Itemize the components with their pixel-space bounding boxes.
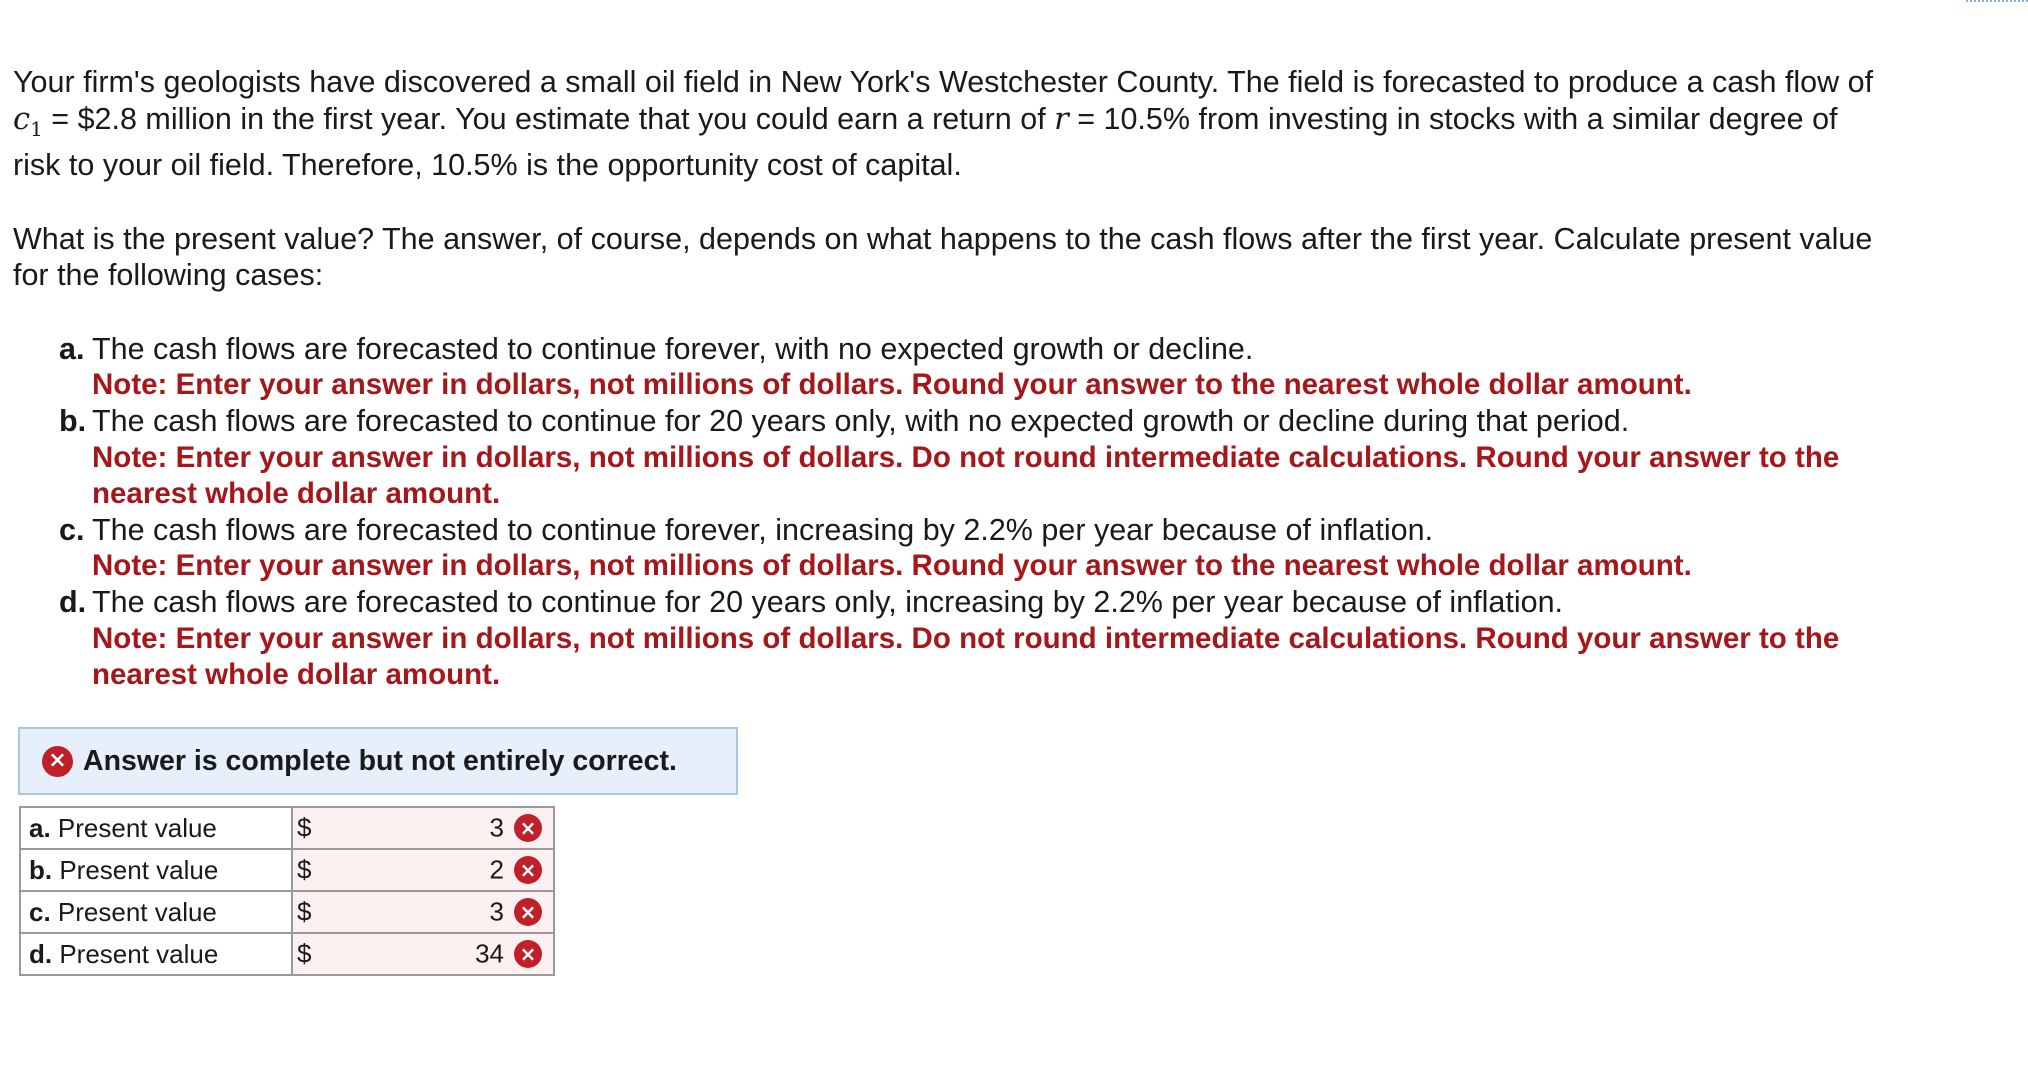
case-note: Note: Enter your answer in dollars, not millions of dollars. Do not round intermediate calculations. Round your answer to the nearest whole dollar amount.	[92, 440, 1840, 510]
answer-label-text: Present value	[52, 854, 219, 885]
x-circle-icon: ×	[42, 746, 73, 777]
case-text: The cash flows are forecasted to continue for 20 years only, with no expected growth or decline during that period.	[92, 404, 1630, 438]
problem-question: What is the present value? The answer, of course, depends on what happens to the cash flows after the first year. Calculate present value for the following cases:	[13, 221, 1873, 292]
case-text: The cash flows are forecasted to continue forever, increasing by 2.2% per year because of inflation.	[92, 512, 1434, 547]
result-banner	[18, 727, 738, 795]
incorrect-x-icon: ×	[514, 856, 542, 884]
intro-text-1: Your firm's geologists have discovered a small oil field in New York's Westchester County. The field is forecasted to produce a cash flow of	[13, 65, 1874, 99]
incorrect-x-icon: ×	[514, 940, 542, 968]
intro-text-3: = 10.5% from investing in stocks with a similar degree of risk to your oil field. Therefore, 10.5% is the opportunity cost of capital.	[13, 101, 1838, 182]
answer-input-d[interactable]	[292, 933, 554, 975]
answer-input-a[interactable]	[292, 807, 554, 849]
case-note: Note: Enter your answer in dollars, not millions of dollars. Round your answer to the nearest whole dollar amount.	[92, 368, 1692, 401]
answer-row-d	[20, 933, 554, 975]
case-text: The cash flows are forecasted to continue forever, with no expected growth or decline.	[92, 331, 1254, 366]
corner-dotted-rule	[1966, 0, 2028, 2]
problem-intro	[13, 64, 1893, 184]
incorrect-x-icon: ×	[514, 898, 542, 926]
dollar-sign: $	[297, 812, 312, 843]
answer-letter: c.	[29, 896, 51, 927]
answer-letter: a.	[29, 812, 51, 843]
answer-row-c	[20, 891, 554, 933]
cash-flow-symbol	[13, 101, 43, 141]
c-symbol: c	[13, 101, 31, 137]
answer-value: 34	[475, 938, 504, 969]
answer-value: 3	[489, 812, 504, 843]
answer-input-b[interactable]	[292, 849, 554, 891]
incorrect-x-icon: ×	[514, 814, 542, 842]
answer-value: 3	[489, 896, 504, 927]
dollar-sign: $	[297, 854, 312, 885]
case-letter: a.	[59, 331, 85, 366]
dollar-sign: $	[297, 896, 312, 927]
case-note: Note: Enter your answer in dollars, not millions of dollars. Round your answer to the nearest whole dollar amount.	[92, 549, 1692, 582]
answer-value: 2	[489, 854, 504, 885]
answer-row-a	[20, 807, 554, 849]
case-item-b	[59, 403, 1893, 512]
answer-input-c[interactable]	[292, 891, 554, 933]
answer-label-text: Present value	[50, 812, 217, 843]
answer-label	[20, 849, 292, 891]
case-note: Note: Enter your answer in dollars, not millions of dollars. Do not round intermediate calculations. Round your answer to the nearest whole dollar amount.	[92, 621, 1840, 691]
case-letter: c.	[59, 512, 85, 547]
answer-label-text: Present value	[50, 896, 217, 927]
intro-text-2: = $2.8 million in the first year. You estimate that you could earn a return of	[42, 101, 1055, 136]
case-list	[59, 331, 1893, 693]
answer-label-text: Present value	[52, 938, 219, 969]
c-subscript: 1	[30, 116, 43, 141]
question-content	[13, 64, 1893, 693]
answer-letter: b.	[29, 854, 53, 885]
answer-letter: d.	[29, 938, 53, 969]
result-banner-text: Answer is complete but not entirely correct.	[83, 744, 677, 777]
case-text: The cash flows are forecasted to continue for 20 years only, increasing by 2.2% per year because of inflation.	[92, 585, 1564, 619]
case-item-d	[59, 584, 1893, 693]
dollar-sign: $	[297, 938, 312, 969]
answer-label	[20, 807, 292, 849]
r-symbol: r	[1054, 101, 1069, 137]
answer-row-b	[20, 849, 554, 891]
answer-table	[19, 806, 555, 976]
case-item-c	[59, 512, 1893, 585]
answer-label	[20, 891, 292, 933]
case-letter: d.	[59, 585, 87, 619]
case-letter: b.	[59, 404, 87, 438]
answer-label	[20, 933, 292, 975]
case-item-a	[59, 331, 1893, 404]
